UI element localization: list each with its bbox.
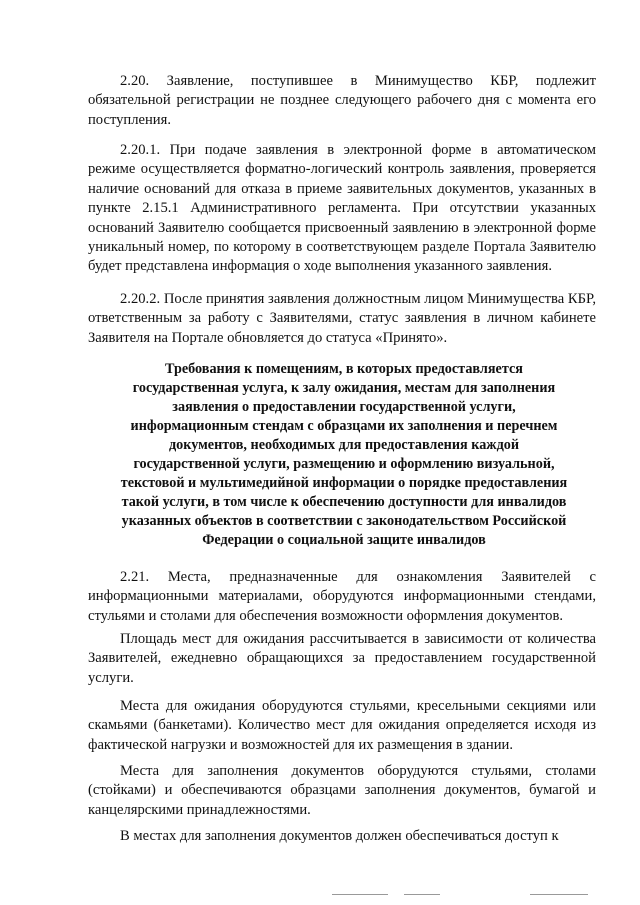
footer-scan-line: [404, 894, 440, 895]
paragraph-2-21: 2.21. Места, предназначенные для ознакомления Заявителей с информационными материалами, оборудуются информационными стендами, стульями и столами для обеспечения возможности оформления документов.: [88, 569, 596, 624]
paragraph-2-20: 2.20. Заявление, поступившее в Минимущество КБР, подлежит обязательной регистрации не позднее следующего рабочего дня с момента его поступления.: [88, 73, 596, 128]
paragraph-waiting-area: Площадь мест для ожидания рассчитывается в зависимости от количества Заявителей, ежедневно обращающихся за предоставлением государственной услуги.: [88, 631, 596, 686]
section-heading: Требования к помещениям, в которых предоставляется государственная услуга, к залу ожидания, местам для заполнения заявления о предоставлении государственной услуги, информационным стендам с образцами их заполнения и перечнем документов, необходимых для предоставления каждой государственной услуги, размещению и оформлению визуальной, текстовой и мультимедийной информации о порядке предоставления такой услуги, в том числе к обеспечению доступности для инвалидов указанных объектов в соответствии с законодательством Российской Федерации о социальной защите инвалидов: [120, 361, 568, 548]
paragraph-filling-places: Места для заполнения документов оборудуются стульями, столами (стойками) и обеспечиваются образцами заполнения документов, бумагой и канцелярскими принадлежностями.: [88, 763, 596, 818]
footer-scan-line: [530, 894, 588, 895]
paragraph-2-20-1: 2.20.1. При подаче заявления в электронной форме в автоматическом режиме осуществляется форматно-логический контроль заявления, проверяется наличие оснований для отказа в приеме заявительных документов, указанных в пункте 2.15.1 Административного регламента. При отсутствии указанных оснований Заявителю сообщается присвоенный заявлению в электронной форме уникальный номер, по которому в соответствующем разделе Портала Заявителю будет представлена информация о ходе выполнения указанного заявления.: [88, 142, 596, 275]
paragraph-access: В местах для заполнения документов должен обеспечиваться доступ к: [120, 828, 559, 844]
paragraph-waiting-seats: Места для ожидания оборудуются стульями, кресельными секциями или скамьями (банкетами). Количество мест для ожидания определяется исходя из фактической нагрузки и возможностей для их размещения в здании.: [88, 698, 596, 753]
footer-scan-line: [332, 894, 388, 895]
paragraph-2-20-2: 2.20.2. После принятия заявления должностным лицом Минимущества КБР, ответственным за работу с Заявителями, статус заявления в личном кабинете Заявителя на Портале обновляется до статуса «Принято».: [88, 291, 596, 346]
